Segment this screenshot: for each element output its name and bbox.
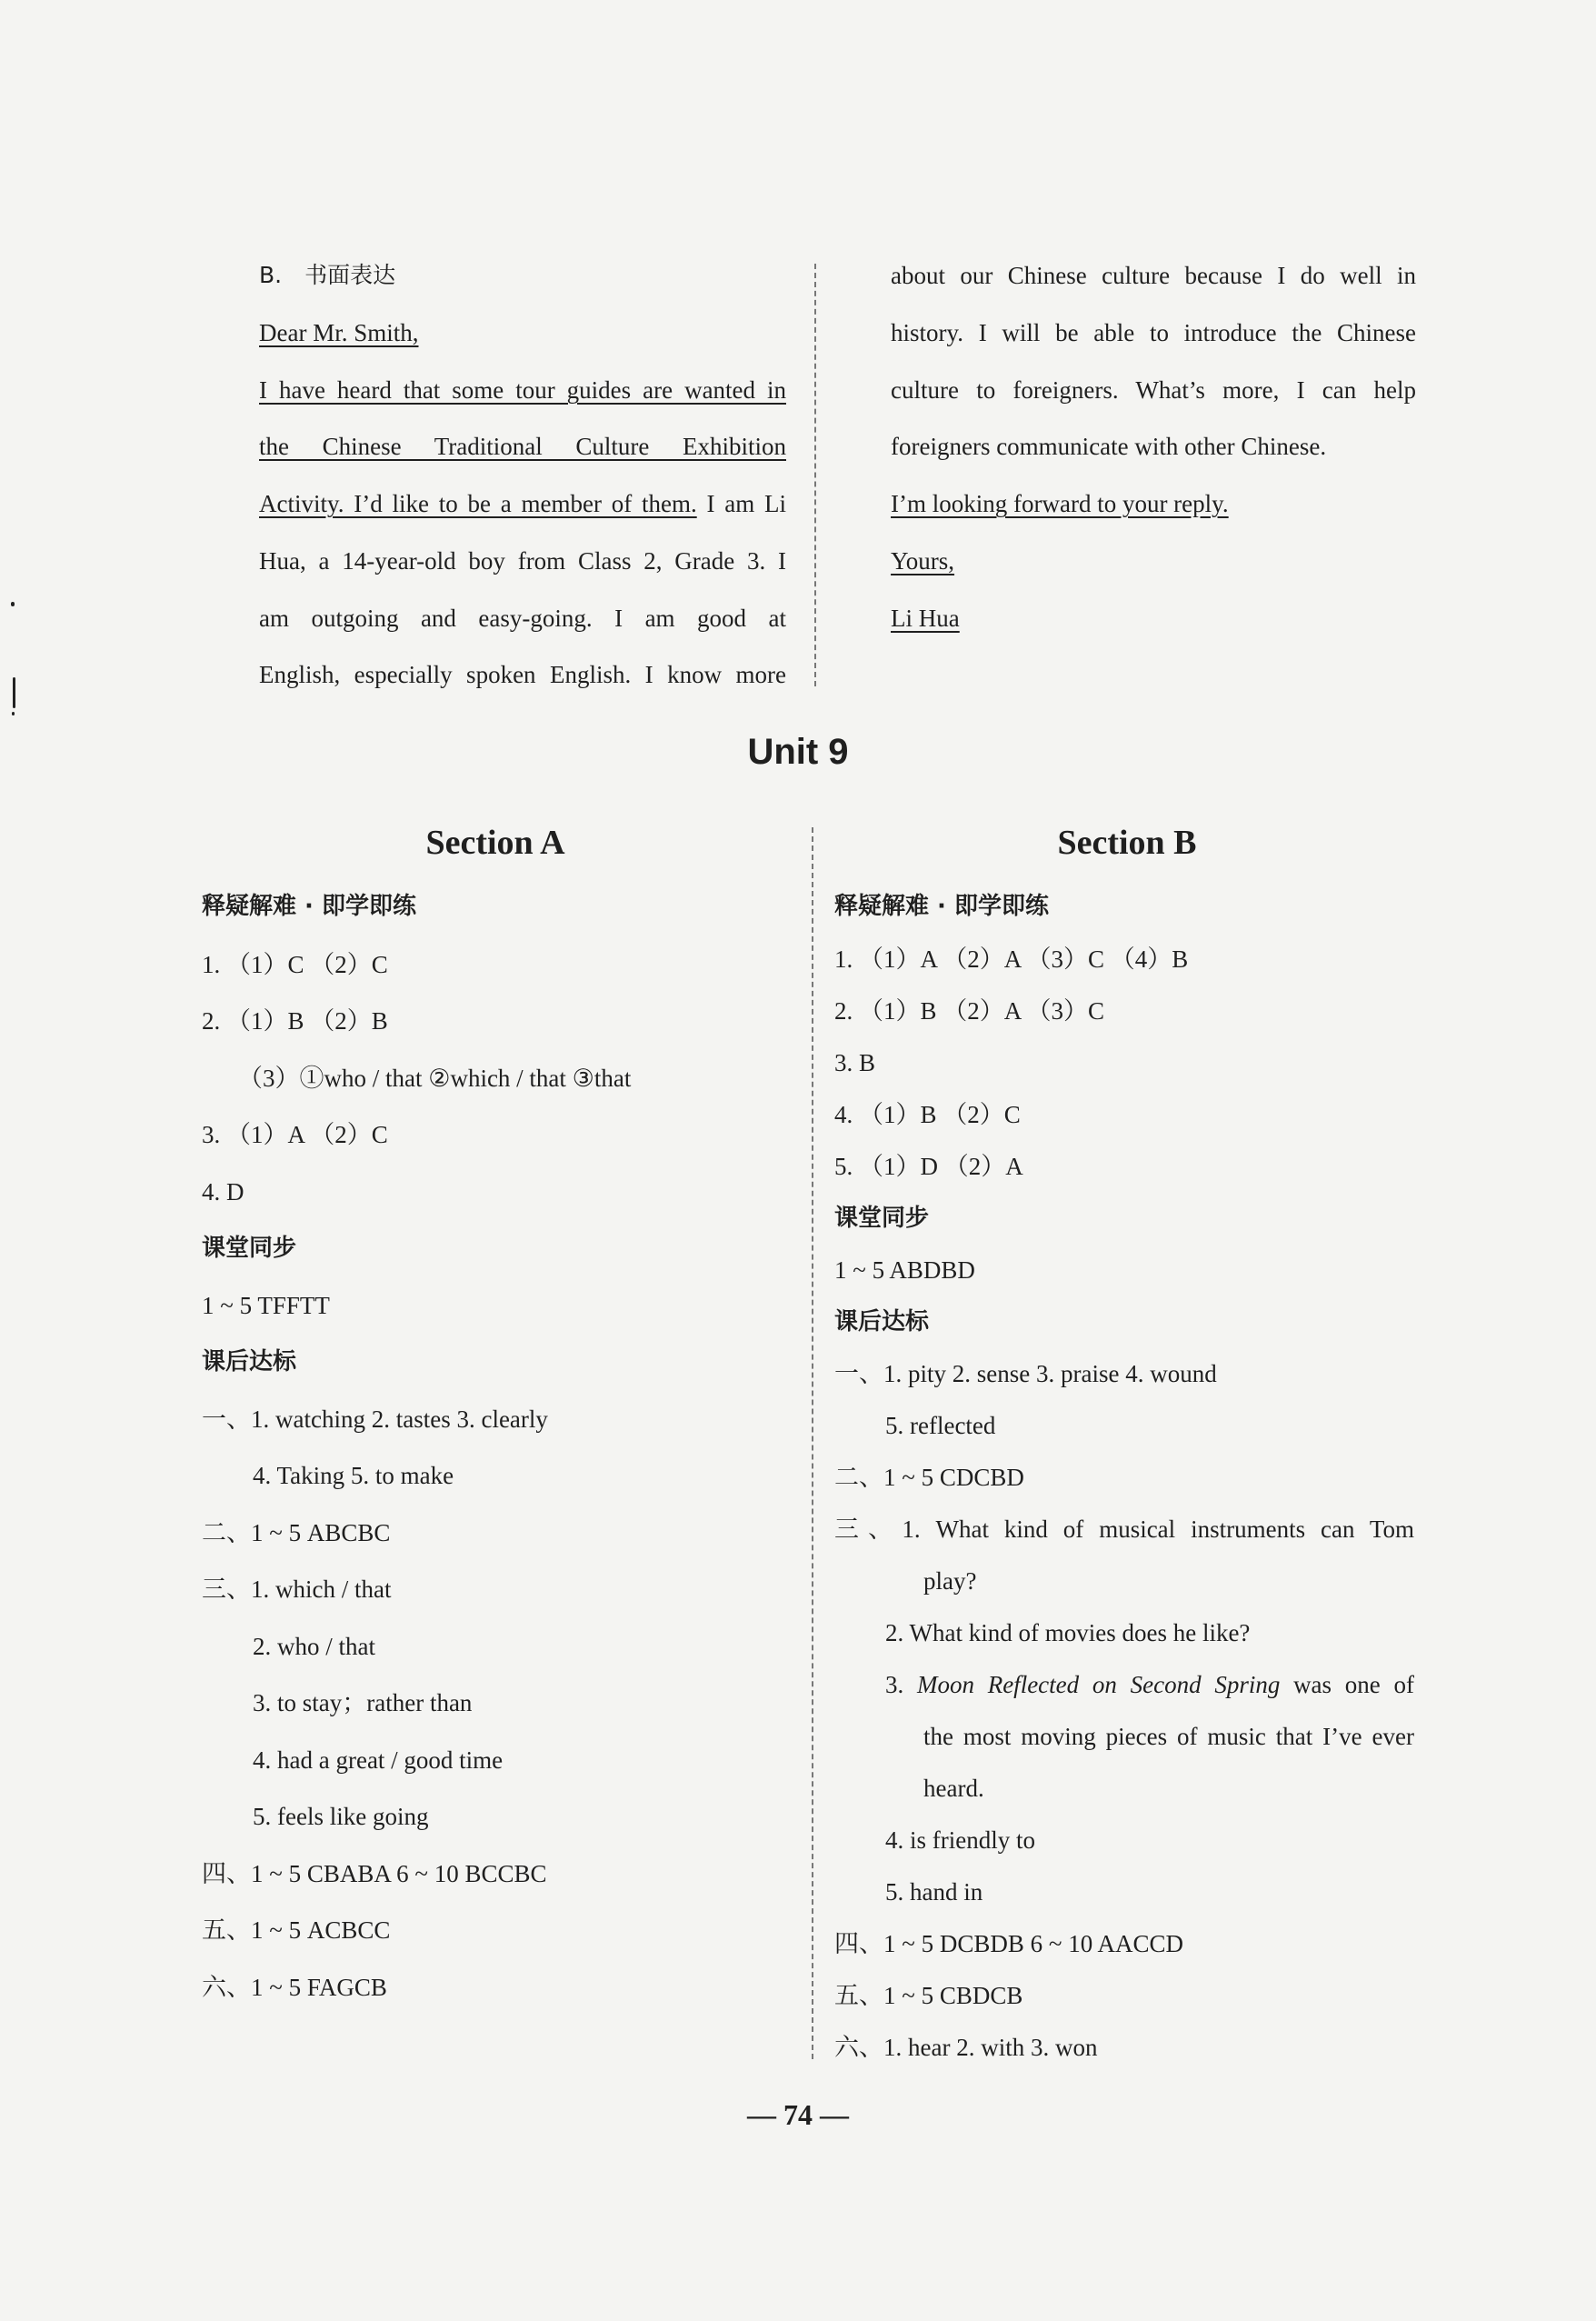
margin-mark: [11, 602, 15, 606]
answer-line: 课堂同步: [834, 1205, 930, 1232]
writing-line: foreigners communicate with other Chinese.: [891, 433, 1327, 460]
writing-line: am outgoing and easy-going. I am good at: [259, 605, 786, 632]
answer-line: 课后达标: [834, 1308, 930, 1336]
answer-line: 2. （1）B （2）B: [202, 1007, 388, 1035]
writing-line: I have heard that some tour guides are wanted in: [259, 376, 786, 404]
writing-line: I’m looking forward to your reply.: [891, 490, 1229, 517]
answer-line: 4. （1）B （2）C: [834, 1101, 1021, 1128]
writing-line: English, especially spoken English. I know more: [259, 661, 786, 688]
answer-line: 5. feels like going: [253, 1803, 429, 1830]
answer-line: 2. who / that: [253, 1633, 375, 1660]
answer-line: 释疑解难 · 即学即练: [202, 893, 416, 920]
answer-line: 课堂同步: [202, 1235, 297, 1262]
answer-line: the most moving pieces of music that I’ve ever: [923, 1723, 1414, 1750]
writing-line: Activity. I’d like to be a member of them. I am Li: [259, 490, 786, 517]
margin-mark: [13, 677, 15, 708]
answer-line: heard.: [923, 1775, 984, 1802]
answer-line: 四、1 ~ 5 CBABA 6 ~ 10 BCCBC: [202, 1860, 547, 1887]
answer-line: 3. （1）A （2）C: [202, 1121, 388, 1148]
answer-line: 五、1 ~ 5 CBDCB: [834, 1982, 1023, 2009]
answer-line: 2. （1）B （2）A （3）C: [834, 997, 1105, 1025]
writing-line: culture to foreigners. What’s more, I can help: [891, 376, 1416, 404]
answer-line: 三、1. which / that: [202, 1576, 392, 1603]
answer-line: 五、1 ~ 5 ACBCC: [202, 1916, 391, 1944]
answer-line: 六、1. hear 2. with 3. won: [834, 2034, 1098, 2061]
writing-line: Dear Mr. Smith,: [259, 319, 419, 346]
answer-line: 5. hand in: [885, 1878, 983, 1906]
answer-line: 课后达标: [202, 1348, 297, 1376]
section-a-title: Section A: [425, 824, 565, 862]
unit-title: Unit 9: [747, 732, 849, 772]
answer-line: 3. to stay；rather than: [253, 1689, 473, 1716]
answer-line: 释疑解难 · 即学即练: [834, 893, 1049, 920]
answer-line: 3. B: [834, 1049, 876, 1076]
answer-line: 三、1. What kind of musical instruments can Tom: [834, 1516, 1414, 1543]
answer-line: 5. （1）D （2）A: [834, 1153, 1023, 1180]
writing-line: Yours,: [891, 547, 955, 575]
answer-line: 4. is friendly to: [885, 1826, 1035, 1854]
answer-line: 一、1. pity 2. sense 3. praise 4. wound: [834, 1360, 1217, 1387]
writing-line: history. I will be able to introduce the Chinese: [891, 319, 1416, 346]
answer-line: 2. What kind of movies does he like?: [885, 1619, 1251, 1646]
answer-line: 5. reflected: [885, 1412, 996, 1439]
answer-line: 1 ~ 5 TFFTT: [202, 1292, 330, 1319]
writing-line: B. 书面表达: [259, 262, 396, 288]
writing-line: Li Hua: [891, 605, 960, 632]
writing-line: about our Chinese culture because I do well in: [891, 262, 1416, 289]
answer-line: 4. had a great / good time: [253, 1746, 504, 1774]
column-divider-top: [814, 264, 816, 686]
answer-line: 3. Moon Reflected on Second Spring was one of: [885, 1671, 1414, 1698]
answer-line: 六、1 ~ 5 FAGCB: [202, 1974, 387, 2001]
answer-line: 1. （1）A （2）A （3）C （4）B: [834, 945, 1189, 973]
answer-line: 二、1 ~ 5 CDCBD: [834, 1464, 1024, 1491]
answer-line: 1 ~ 5 ABDBD: [834, 1256, 975, 1284]
answer-line: 4. D: [202, 1178, 244, 1206]
writing-line: the Chinese Traditional Culture Exhibition: [259, 433, 786, 460]
answer-line: play?: [923, 1567, 977, 1595]
column-divider-bottom: [812, 827, 813, 2059]
answer-line: 一、1. watching 2. tastes 3. clearly: [202, 1406, 548, 1433]
section-b-title: Section B: [1057, 824, 1197, 862]
page-number: — 74 —: [747, 2098, 849, 2131]
answer-line: 4. Taking 5. to make: [253, 1462, 454, 1489]
answer-line: （3）①who / that ②which / that ③that: [238, 1065, 632, 1092]
answer-line: 四、1 ~ 5 DCBDB 6 ~ 10 AACCD: [834, 1930, 1184, 1957]
margin-mark: [12, 712, 15, 715]
answer-line: 二、1 ~ 5 ABCBC: [202, 1519, 391, 1546]
writing-line: Hua, a 14-year-old boy from Class 2, Grade 3. I: [259, 547, 786, 575]
answer-line: 1. （1）C （2）C: [202, 951, 388, 978]
